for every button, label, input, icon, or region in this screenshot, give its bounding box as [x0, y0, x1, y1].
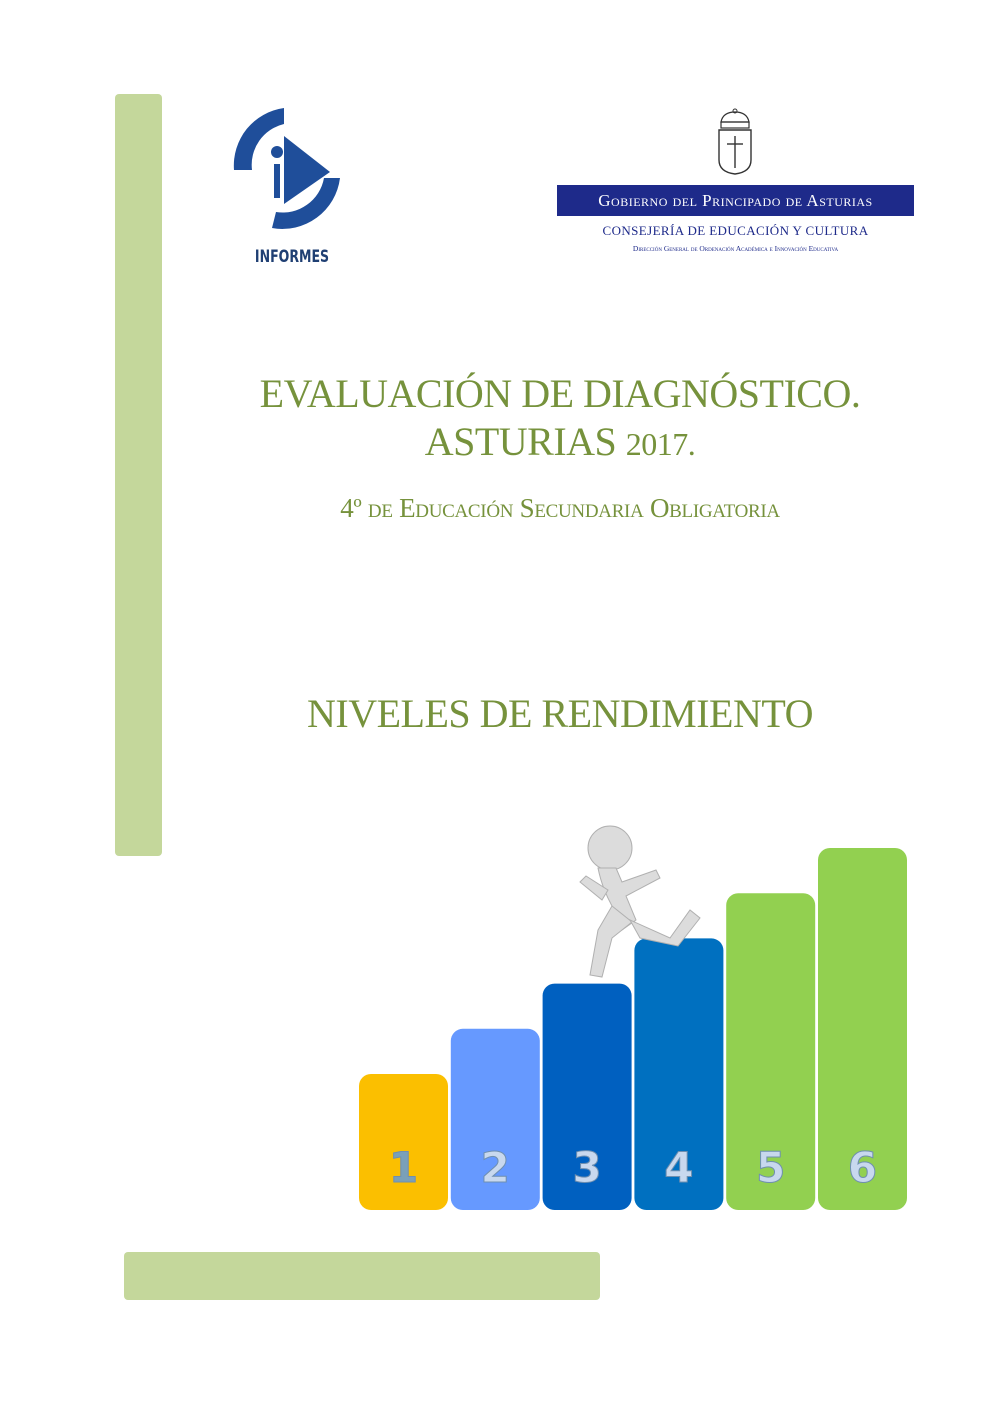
decorative-side-bar	[115, 94, 162, 856]
level-label-3: 3	[572, 1143, 602, 1192]
level-label-6: 6	[847, 1143, 878, 1192]
main-title-region: ASTURIAS	[424, 419, 617, 464]
consejeria-label: CONSEJERÍA DE EDUCACIÓN Y CULTURA	[602, 223, 869, 238]
level-label-4: 4	[664, 1143, 694, 1192]
subtitle: 4º de Educación Secundaria Obligatoria	[340, 493, 780, 523]
informes-logo-icon	[222, 100, 362, 235]
main-title-year: 2017.	[625, 426, 696, 462]
gov-name-banner: Gobierno del Principado de Asturias	[557, 185, 914, 216]
level-label-5: 5	[756, 1143, 786, 1192]
gov-logo-block	[557, 108, 914, 263]
level-label-2: 2	[480, 1143, 510, 1192]
informes-logo	[222, 100, 362, 275]
levels-chart-svg	[340, 810, 940, 1230]
main-title-line-2	[160, 418, 960, 465]
decorative-bottom-bar	[124, 1252, 600, 1300]
direccion-label: Dirección General de Ordenación Académica e Innovación Educativa	[632, 244, 839, 253]
coat-of-arms-icon	[715, 108, 755, 176]
main-title-line-1: EVALUACIÓN DE DIAGNÓSTICO.	[259, 371, 861, 416]
informes-logo-label: INFORMES	[254, 247, 330, 267]
levels-chart	[340, 810, 940, 1230]
level-label-1: 1	[388, 1143, 419, 1192]
section-title: NIVELES DE RENDIMIENTO	[307, 691, 813, 736]
